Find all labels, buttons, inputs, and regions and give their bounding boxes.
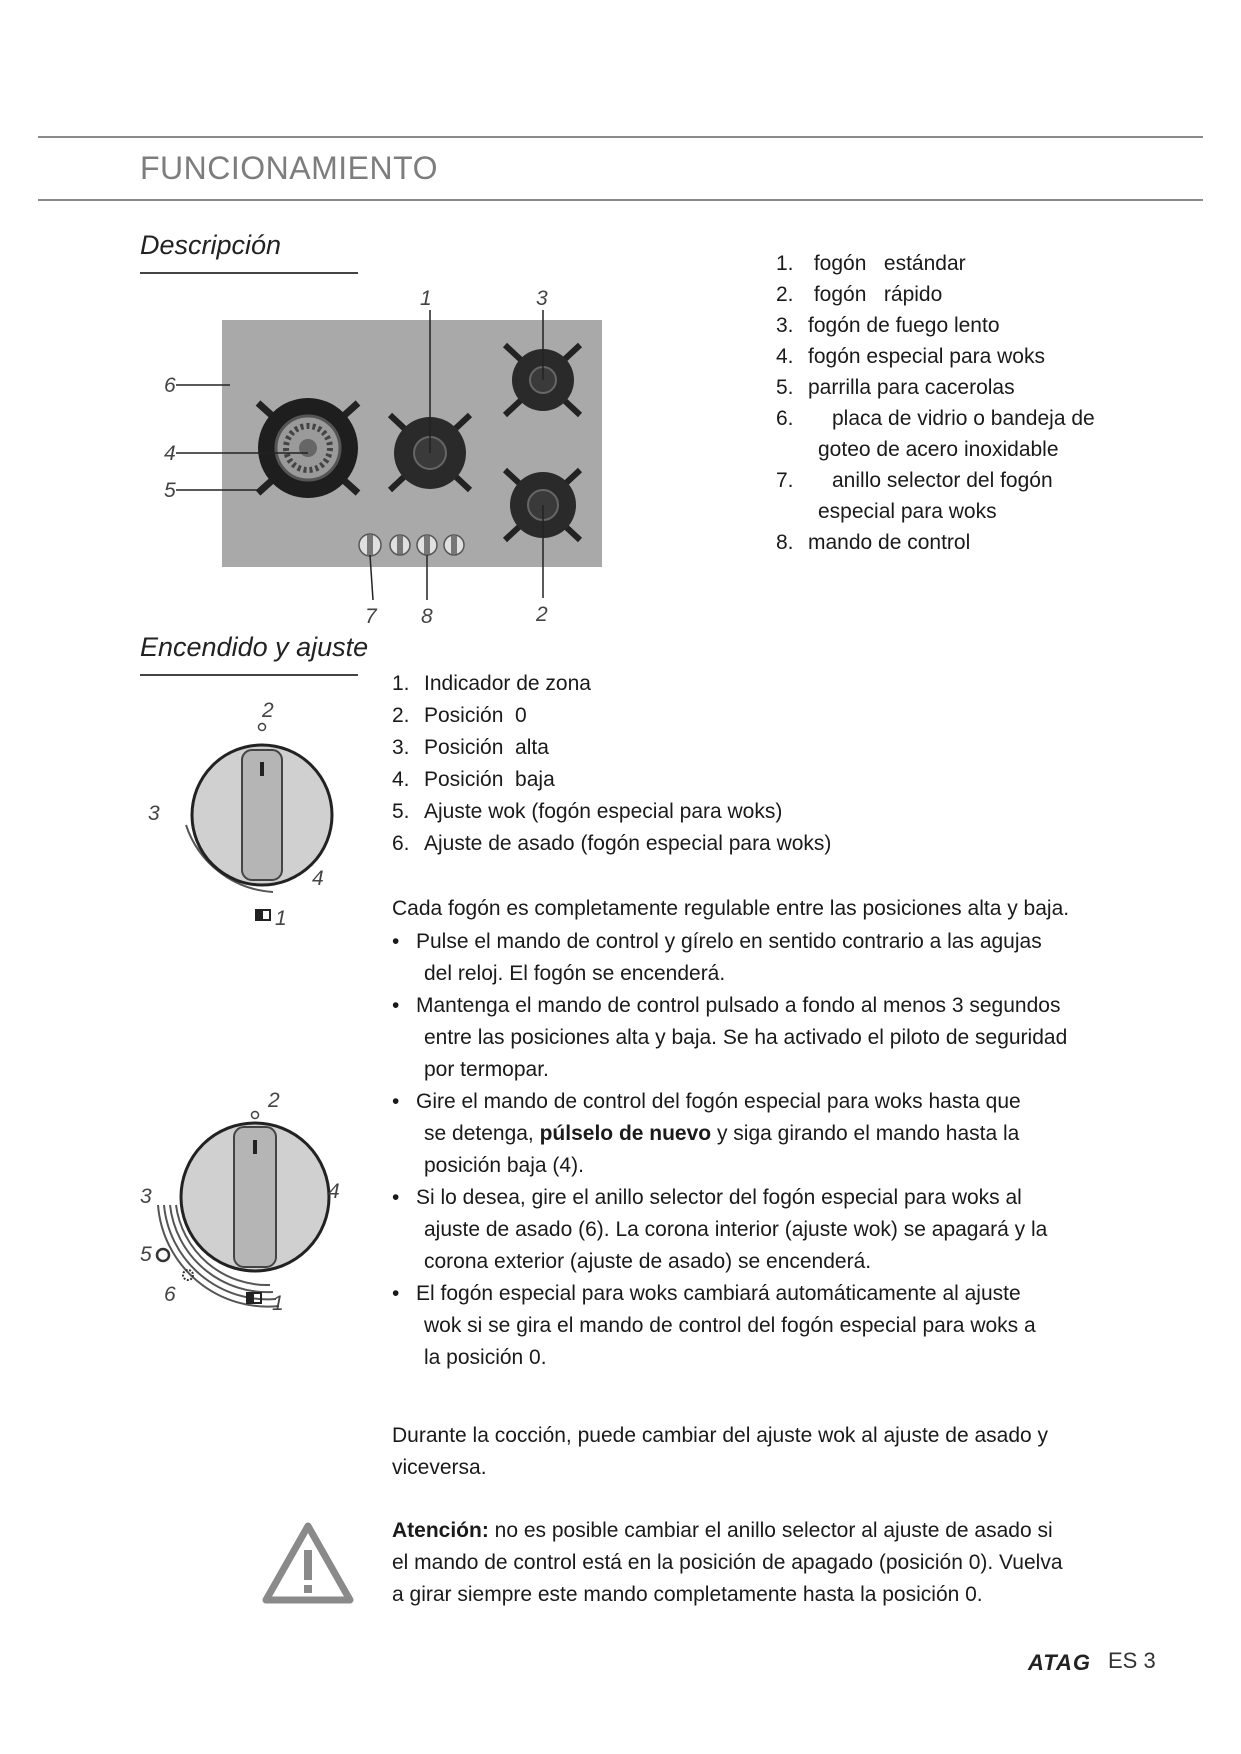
list-item: 8. mando de control (776, 531, 971, 554)
knob1-label-2: 2 (262, 699, 274, 722)
descripcion-underline (140, 272, 358, 274)
bullet-item: • El fogón especial para woks cambiará automáticamente al ajuste wok si se gira el mando de control del fogón especial para woks a la posición 0. (392, 1282, 1036, 1369)
intro-paragraph: Cada fogón es completamente regulable entre las posiciones alta y baja. (392, 897, 1070, 920)
bullet-item: • Pulse el mando de control y gírelo en sentido contrario a las agujas del reloj. El fogón se encenderá. (392, 930, 1042, 985)
list-item: 6. placa de vidrio o bandeja de (776, 407, 1095, 430)
position-0-dot (259, 724, 266, 731)
knob-diagram-2 (130, 1085, 370, 1325)
list-item: 4. Posición baja (392, 768, 555, 791)
list-item: 5. Ajuste wok (fogón especial para woks) (392, 800, 783, 823)
page-number: ES 3 (1108, 1648, 1156, 1673)
list-item: 7. anillo selector del fogón (776, 469, 1053, 492)
list-item: 1. fogón estándar (776, 252, 966, 275)
header-rule (38, 199, 1203, 201)
bullet-item: • Si lo desea, gire el anillo selector del fogón especial para woks al ajuste de asado (6). La corona interior (ajuste wok) se apagará y la corona exterior (ajuste de asado) se encenderá. (392, 1186, 1048, 1273)
durante-paragraph: Durante la cocción, puede cambiar del ajuste wok al ajuste de asado y viceversa. (392, 1424, 1049, 1479)
callout-2: 2 (536, 603, 548, 626)
knob2-label-5: 5 (140, 1243, 152, 1266)
list-item: 2. Posición 0 (392, 704, 527, 727)
encendido-list (392, 668, 831, 860)
knob1-label-4: 4 (312, 867, 324, 890)
list-item: 1. Indicador de zona (392, 672, 591, 695)
knob2-label-3: 3 (140, 1185, 152, 1208)
section-title: FUNCIONAMIENTO (140, 150, 438, 186)
warning-icon (262, 1522, 354, 1604)
top-rule (38, 136, 1203, 138)
list-item: 3. Posición alta (392, 736, 549, 759)
bullet-item: • Mantenga el mando de control pulsado a fondo al menos 3 segundos entre las posiciones alta y baja. Se ha activado el piloto de seguridad por termopar. (392, 994, 1068, 1081)
callout-3: 3 (536, 287, 548, 310)
descripcion-heading: Descripción (140, 230, 282, 260)
callout-6: 6 (164, 374, 176, 397)
wok-burner (258, 398, 358, 498)
list-item: 3. fogón de fuego lento (776, 314, 1000, 337)
bullet-item: • Gire el mando de control del fogón especial para woks hasta que se detenga, púlselo de nuevo y siga girando el mando hasta la posición baja (4). (392, 1090, 1021, 1177)
knob2-label-6: 6 (164, 1283, 176, 1306)
list-item: 4. fogón especial para woks (776, 345, 1045, 368)
wok-setting-icon (157, 1249, 169, 1261)
knob1-label-1: 1 (275, 907, 287, 930)
knob2-label-4: 4 (328, 1180, 340, 1203)
bullet-list (392, 926, 1112, 1374)
warning-label: Atención: (392, 1519, 489, 1542)
descripcion-list (776, 248, 1095, 558)
knob2-label-2: 2 (268, 1089, 280, 1112)
knob2-label-1: 1 (272, 1292, 284, 1315)
cooktop-diagram (140, 275, 640, 630)
encendido-heading: Encendido y ajuste (140, 632, 369, 662)
list-item-cont: goteo de acero inoxidable (818, 438, 1059, 461)
list-item-cont: especial para woks (818, 500, 997, 523)
atag-logo: ATAG (1027, 1650, 1091, 1675)
list-item: 5. parrilla para cacerolas (776, 376, 1015, 399)
knob1-label-3: 3 (148, 802, 160, 825)
warning-paragraph: Atención: no es posible cambiar el anillo selector al ajuste de asado si el mando de control está en la posición de apagado (posición 0). Vuelva a girar siempre este mando completamente hasta la posición 0. (392, 1519, 1063, 1606)
callout-8: 8 (421, 605, 433, 628)
position-0-dot (252, 1112, 259, 1119)
knob-diagram-1 (140, 695, 360, 945)
list-item: 6. Ajuste de asado (fogón especial para woks) (392, 832, 832, 855)
list-item: 2. fogón rápido (776, 283, 943, 306)
callout-7: 7 (365, 605, 377, 628)
callout-1: 1 (420, 287, 432, 310)
encendido-underline (140, 674, 358, 676)
callout-4: 4 (164, 442, 176, 465)
callout-5: 5 (164, 479, 176, 502)
